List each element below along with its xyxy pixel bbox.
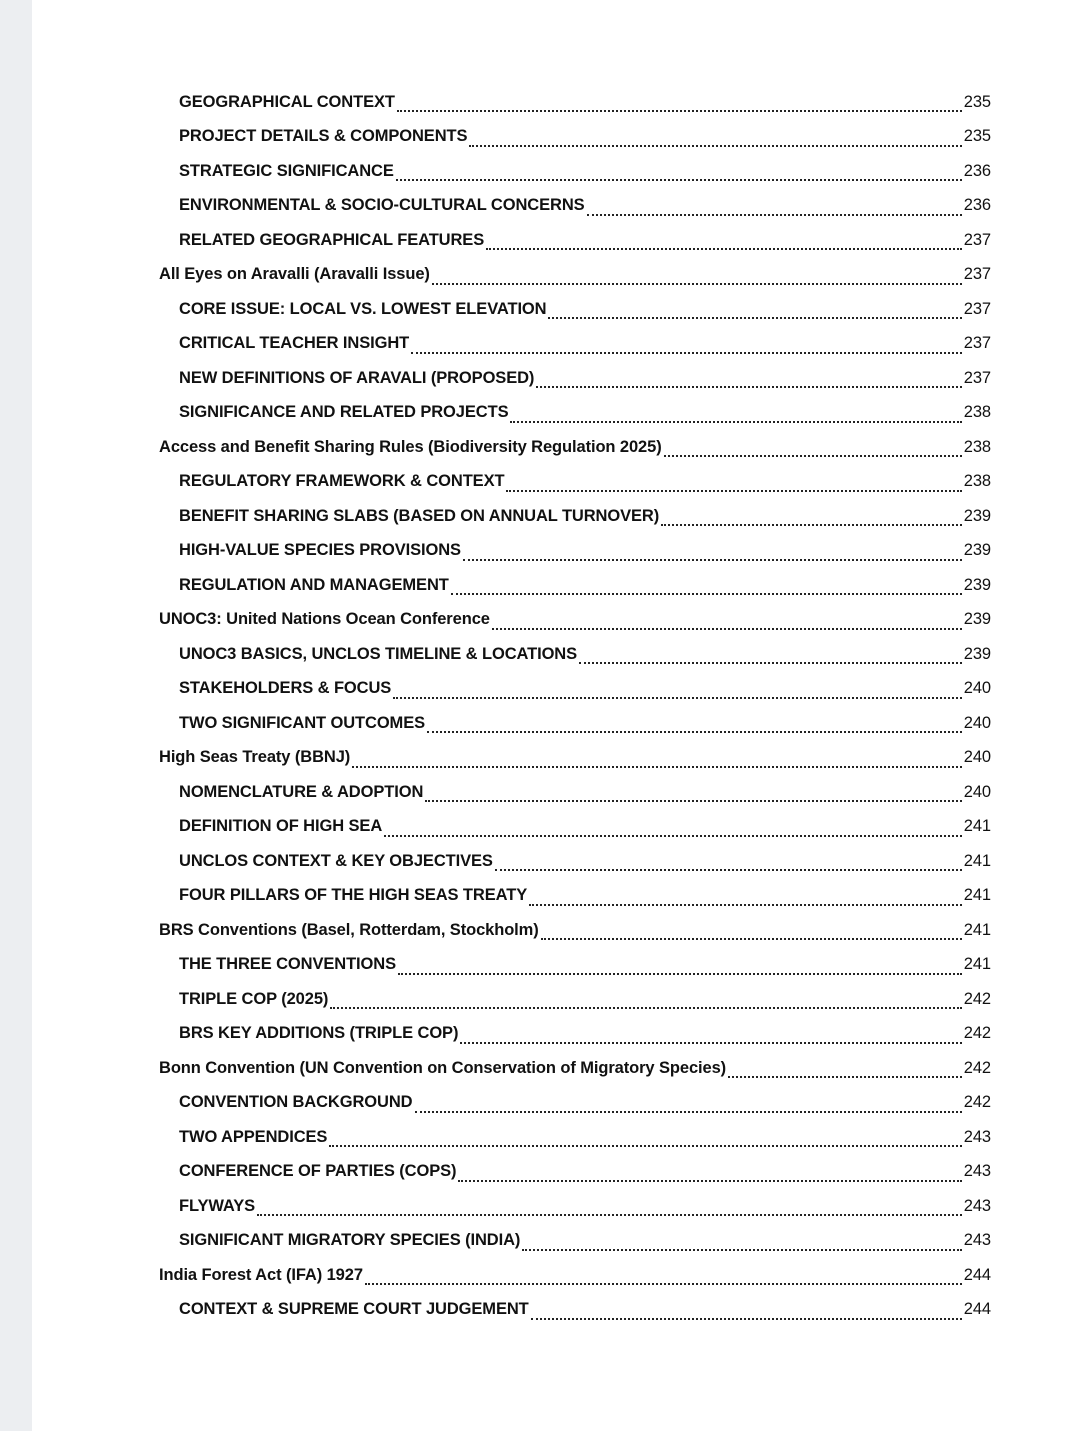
toc-dot-leader — [728, 1062, 962, 1078]
toc-dot-leader — [432, 269, 962, 285]
toc-dot-leader — [463, 545, 962, 561]
toc-subsection-entry[interactable] — [159, 1224, 991, 1259]
toc-subsection-entry[interactable] — [159, 1293, 991, 1328]
toc-page-number: 237 — [963, 230, 991, 249]
toc-subsection-entry[interactable] — [159, 706, 991, 741]
toc-entry-title: CRITICAL TEACHER INSIGHT — [179, 334, 410, 353]
toc-entry-title: THE THREE CONVENTIONS — [179, 955, 397, 974]
toc-entry-title: HIGH-VALUE SPECIES PROVISIONS — [179, 541, 461, 560]
toc-entry-title: CONTEXT & SUPREME COURT JUDGEMENT — [179, 1300, 529, 1319]
toc-dot-leader — [548, 303, 961, 319]
toc-subsection-entry[interactable] — [159, 982, 991, 1017]
toc-dot-leader — [664, 441, 962, 457]
toc-dot-leader — [352, 752, 962, 768]
toc-page-number: 239 — [963, 575, 991, 594]
toc-dot-leader — [495, 855, 962, 871]
toc-entry-title: FLYWAYS — [179, 1196, 256, 1215]
toc-dot-leader — [425, 786, 961, 802]
toc-entry-title: STRATEGIC SIGNIFICANCE — [179, 161, 394, 180]
toc-dot-leader — [393, 683, 962, 699]
toc-entry-title: UNOC3: United Nations Ocean Conference — [159, 610, 490, 629]
toc-page-number: 242 — [963, 989, 991, 1008]
toc-page-number: 237 — [963, 265, 991, 284]
toc-subsection-entry[interactable] — [159, 1120, 991, 1155]
toc-page-number: 244 — [963, 1300, 991, 1319]
toc-subsection-entry[interactable] — [159, 120, 991, 155]
toc-dot-leader — [365, 1269, 962, 1285]
toc-entry-title: NEW DEFINITIONS OF ARAVALI (PROPOSED) — [179, 368, 535, 387]
toc-dot-leader — [411, 338, 962, 354]
toc-entry-title: GEOGRAPHICAL CONTEXT — [179, 92, 395, 111]
toc-dot-leader — [398, 959, 962, 975]
toc-page-number: 241 — [963, 851, 991, 870]
toc-dot-leader — [415, 1097, 962, 1113]
toc-section-entry[interactable] — [159, 741, 991, 776]
toc-entry-title: UNCLOS CONTEXT & KEY OBJECTIVES — [179, 851, 493, 870]
toc-entry-title: CORE ISSUE: LOCAL VS. LOWEST ELEVATION — [179, 299, 547, 318]
toc-page-number: 237 — [963, 368, 991, 387]
toc-dot-leader — [531, 1304, 962, 1320]
toc-entry-title: India Forest Act (IFA) 1927 — [159, 1265, 363, 1284]
toc-dot-leader — [536, 372, 961, 388]
toc-dot-leader — [458, 1166, 961, 1182]
document-page — [32, 0, 1080, 1431]
toc-entry-title: SIGNIFICANCE AND RELATED PROJECTS — [179, 403, 509, 422]
toc-page-number: 238 — [963, 403, 991, 422]
toc-page-number: 239 — [963, 506, 991, 525]
toc-section-entry[interactable] — [159, 603, 991, 638]
toc-dot-leader — [486, 234, 962, 250]
toc-subsection-entry[interactable] — [159, 189, 991, 224]
toc-dot-leader — [257, 1200, 962, 1216]
toc-subsection-entry[interactable] — [159, 154, 991, 189]
toc-entry-title: REGULATORY FRAMEWORK & CONTEXT — [179, 472, 505, 491]
toc-dot-leader — [661, 510, 962, 526]
toc-entry-title: STAKEHOLDERS & FOCUS — [179, 679, 392, 698]
toc-dot-leader — [460, 1028, 961, 1044]
toc-dot-leader — [396, 165, 962, 181]
toc-section-entry[interactable] — [159, 913, 991, 948]
toc-page-number: 235 — [963, 92, 991, 111]
toc-dot-leader — [427, 717, 962, 733]
toc-page-number: 242 — [963, 1024, 991, 1043]
toc-dot-leader — [522, 1235, 961, 1251]
toc-subsection-entry[interactable] — [159, 465, 991, 500]
toc-subsection-entry[interactable] — [159, 499, 991, 534]
toc-page-number: 240 — [963, 713, 991, 732]
toc-page-number: 236 — [963, 161, 991, 180]
toc-page-number: 243 — [963, 1162, 991, 1181]
toc-subsection-entry[interactable] — [159, 879, 991, 914]
toc-dot-leader — [330, 993, 961, 1009]
toc-page-number: 241 — [963, 886, 991, 905]
toc-page-number: 238 — [963, 437, 991, 456]
toc-page-number: 236 — [963, 196, 991, 215]
toc-subsection-entry[interactable] — [159, 85, 991, 120]
toc-subsection-entry[interactable] — [159, 672, 991, 707]
toc-section-entry[interactable] — [159, 430, 991, 465]
toc-section-entry[interactable] — [159, 1258, 991, 1293]
toc-page-number: 241 — [963, 817, 991, 836]
toc-subsection-entry[interactable] — [159, 1155, 991, 1190]
toc-subsection-entry[interactable] — [159, 223, 991, 258]
toc-section-entry[interactable] — [159, 1051, 991, 1086]
toc-page-number: 239 — [963, 644, 991, 663]
toc-entry-title: All Eyes on Aravalli (Aravalli Issue) — [159, 265, 430, 284]
toc-page-number: 237 — [963, 334, 991, 353]
toc-entry-title: SIGNIFICANT MIGRATORY SPECIES (INDIA) — [179, 1231, 521, 1250]
toc-dot-leader — [510, 407, 961, 423]
toc-subsection-entry[interactable] — [159, 1189, 991, 1224]
toc-entry-title: FOUR PILLARS OF THE HIGH SEAS TREATY — [179, 886, 528, 905]
toc-page-number: 244 — [963, 1265, 991, 1284]
toc-subsection-entry[interactable] — [159, 810, 991, 845]
toc-entry-title: TWO SIGNIFICANT OUTCOMES — [179, 713, 426, 732]
toc-entry-title: CONFERENCE OF PARTIES (COPS) — [179, 1162, 457, 1181]
toc-subsection-entry[interactable] — [159, 568, 991, 603]
toc-entry-title: TWO APPENDICES — [179, 1127, 328, 1146]
toc-entry-title: BRS KEY ADDITIONS (TRIPLE COP) — [179, 1024, 459, 1043]
toc-entry-title: PROJECT DETAILS & COMPONENTS — [179, 127, 468, 146]
toc-subsection-entry[interactable] — [159, 948, 991, 983]
toc-page-number: 243 — [963, 1196, 991, 1215]
toc-entry-title: Access and Benefit Sharing Rules (Biodiversity Regulation 2025) — [159, 437, 662, 456]
toc-entry-title: BENEFIT SHARING SLABS (BASED ON ANNUAL TURNOVER) — [179, 506, 660, 525]
toc-entry-title: Bonn Convention (UN Convention on Conservation of Migratory Species) — [159, 1058, 727, 1077]
toc-entry-title: NOMENCLATURE & ADOPTION — [179, 782, 424, 801]
toc-entry-title: DEFINITION OF HIGH SEA — [179, 817, 383, 836]
toc-dot-leader — [587, 200, 962, 216]
table-of-contents — [159, 85, 991, 1327]
toc-subsection-entry[interactable] — [159, 1017, 991, 1052]
toc-page-number: 237 — [963, 299, 991, 318]
toc-dot-leader — [506, 476, 961, 492]
toc-subsection-entry[interactable] — [159, 534, 991, 569]
toc-page-number: 242 — [963, 1058, 991, 1077]
toc-page-number: 238 — [963, 472, 991, 491]
toc-page-number: 241 — [963, 955, 991, 974]
toc-page-number: 240 — [963, 748, 991, 767]
toc-entry-title: RELATED GEOGRAPHICAL FEATURES — [179, 230, 485, 249]
toc-page-number: 239 — [963, 610, 991, 629]
toc-dot-leader — [579, 648, 962, 664]
toc-subsection-entry[interactable] — [159, 361, 991, 396]
toc-page-number: 240 — [963, 679, 991, 698]
toc-page-number: 242 — [963, 1093, 991, 1112]
toc-dot-leader — [329, 1131, 961, 1147]
toc-subsection-entry[interactable] — [159, 1086, 991, 1121]
toc-page-number: 243 — [963, 1127, 991, 1146]
toc-entry-title: CONVENTION BACKGROUND — [179, 1093, 413, 1112]
toc-entry-title: ENVIRONMENTAL & SOCIO-CULTURAL CONCERNS — [179, 196, 585, 215]
toc-page-number: 243 — [963, 1231, 991, 1250]
toc-page-number: 241 — [963, 920, 991, 939]
toc-dot-leader — [541, 924, 962, 940]
toc-entry-title: UNOC3 BASICS, UNCLOS TIMELINE & LOCATIONS — [179, 644, 578, 663]
toc-dot-leader — [397, 96, 962, 112]
toc-entry-title: High Seas Treaty (BBNJ) — [159, 748, 351, 767]
toc-subsection-entry[interactable] — [159, 292, 991, 327]
toc-page-number: 240 — [963, 782, 991, 801]
toc-subsection-entry[interactable] — [159, 637, 991, 672]
toc-dot-leader — [529, 890, 962, 906]
toc-section-entry[interactable] — [159, 258, 991, 293]
toc-entry-title: REGULATION AND MANAGEMENT — [179, 575, 449, 594]
toc-entry-title: TRIPLE COP (2025) — [179, 989, 329, 1008]
toc-page-number: 239 — [963, 541, 991, 560]
toc-entry-title: BRS Conventions (Basel, Rotterdam, Stockholm) — [159, 920, 539, 939]
toc-subsection-entry[interactable] — [159, 775, 991, 810]
toc-dot-leader — [469, 131, 961, 147]
toc-subsection-entry[interactable] — [159, 327, 991, 362]
toc-subsection-entry[interactable] — [159, 396, 991, 431]
toc-dot-leader — [451, 579, 962, 595]
toc-dot-leader — [384, 821, 962, 837]
toc-subsection-entry[interactable] — [159, 844, 991, 879]
toc-page-number: 235 — [963, 127, 991, 146]
toc-dot-leader — [492, 614, 962, 630]
